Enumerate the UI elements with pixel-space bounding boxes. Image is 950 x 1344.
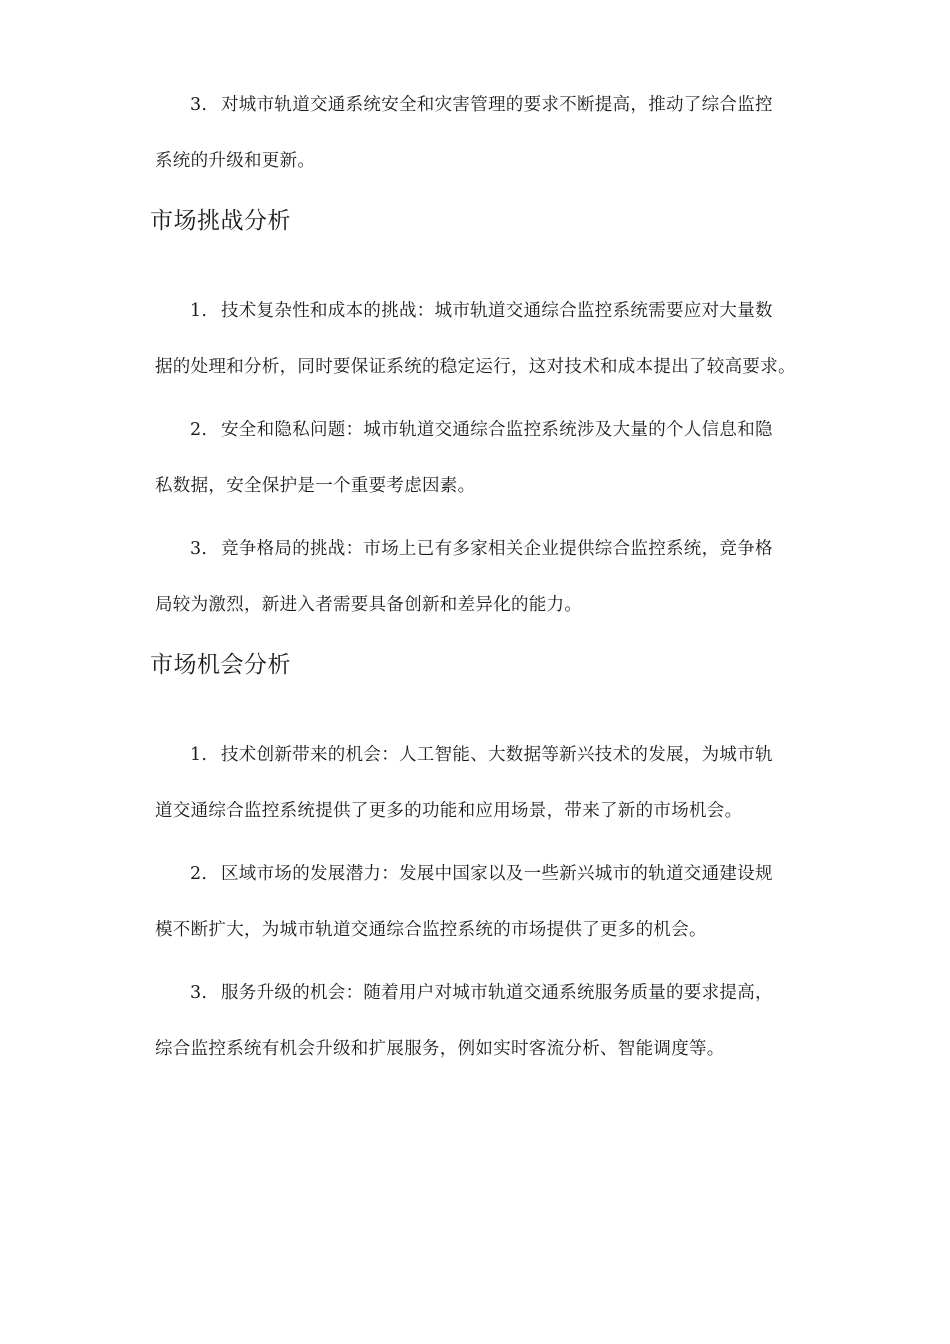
list-item xyxy=(155,521,845,633)
item-text: 区域市场的发展潜力：发展中国家以及一些新兴城市的轨道交通建设规 xyxy=(221,864,773,884)
list-item xyxy=(155,846,845,958)
item-text-continued: 综合监控系统有机会升级和扩展服务，例如实时客流分析、智能调度等。 xyxy=(155,1039,725,1059)
item-text: 对城市轨道交通系统安全和灾害管理的要求不断提高，推动了综合监控 xyxy=(221,95,773,115)
list-item xyxy=(155,77,845,189)
item-number: 2. xyxy=(190,864,208,884)
section-heading-opportunities: 市场机会分析 xyxy=(150,652,291,678)
item-number: 1. xyxy=(190,745,208,765)
item-text-continued: 系统的升级和更新。 xyxy=(155,151,316,171)
item-text: 技术创新带来的机会：人工智能、大数据等新兴技术的发展，为城市轨 xyxy=(221,745,773,765)
list-item xyxy=(155,727,845,839)
item-number: 3. xyxy=(190,983,208,1003)
list-item xyxy=(155,283,845,395)
item-text: 竞争格局的挑战：市场上已有多家相关企业提供综合监控系统，竞争格 xyxy=(221,539,773,559)
item-text: 安全和隐私问题：城市轨道交通综合监控系统涉及大量的个人信息和隐 xyxy=(221,420,773,440)
item-text-continued: 模不断扩大，为城市轨道交通综合监控系统的市场提供了更多的机会。 xyxy=(155,920,707,940)
item-text: 技术复杂性和成本的挑战：城市轨道交通综合监控系统需要应对大量数 xyxy=(221,301,773,321)
section-heading-challenges: 市场挑战分析 xyxy=(150,208,291,234)
item-number: 3. xyxy=(190,539,208,559)
item-text-continued: 道交通综合监控系统提供了更多的功能和应用场景，带来了新的市场机会。 xyxy=(155,801,743,821)
item-text: 服务升级的机会：随着用户对城市轨道交通系统服务质量的要求提高， xyxy=(221,983,773,1003)
item-number: 2. xyxy=(190,420,208,440)
item-text-continued: 私数据，安全保护是一个重要考虑因素。 xyxy=(155,476,476,496)
list-item xyxy=(155,402,845,514)
item-text-continued: 局较为激烈，新进入者需要具备创新和差异化的能力。 xyxy=(155,595,583,615)
item-number: 1. xyxy=(190,301,208,321)
list-item xyxy=(155,965,845,1077)
item-number: 3. xyxy=(190,95,208,115)
item-text-continued: 据的处理和分析，同时要保证系统的稳定运行，这对技术和成本提出了较高要求。 xyxy=(155,357,796,377)
